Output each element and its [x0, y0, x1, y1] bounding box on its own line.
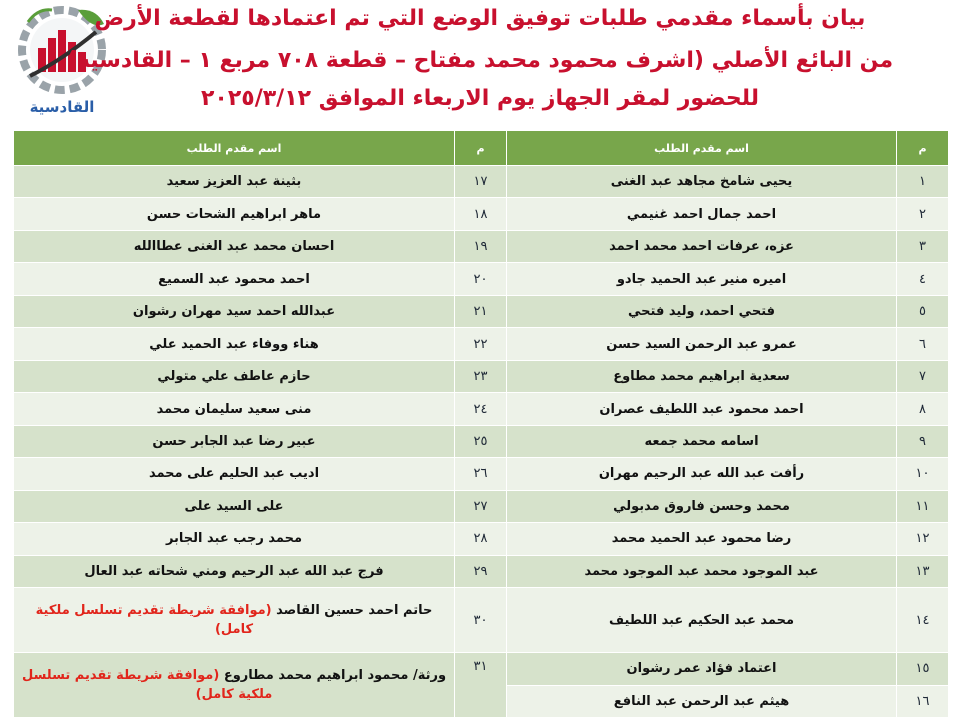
row-number: ٢٧ [455, 490, 507, 522]
header-num-right: م [897, 131, 949, 166]
row-number: ١٠ [897, 458, 949, 490]
row-number: ١٥ [897, 653, 949, 685]
row-number: ١٨ [455, 198, 507, 230]
row-number: ٣٠ [455, 588, 507, 653]
applicant-name: عبد الموجود محمد عبد الموجود محمد [507, 555, 897, 587]
applicant-name: هيثم عبد الرحمن عبد النافع [507, 685, 897, 718]
applicant-name: يحيى شامخ مجاهد عبد الغنى [507, 166, 897, 198]
header-name-right: اسم مقدم الطلب [507, 131, 897, 166]
row-number: ١٩ [455, 230, 507, 262]
applicant-name [14, 588, 455, 653]
row-number: ٨ [897, 393, 949, 425]
applicant-name: محمد عبد الحكيم عبد اللطيف [507, 588, 897, 653]
row-number: ٢٠ [455, 263, 507, 295]
row-number: ١٦ [897, 685, 949, 718]
row-number: ٢١ [455, 295, 507, 327]
applicant-name: اسامه محمد جمعه [507, 425, 897, 457]
table-row [14, 360, 949, 392]
row-number: ٢٣ [455, 360, 507, 392]
applicant-name: محمد وحسن فاروق مدبولي [507, 490, 897, 522]
table-row [14, 328, 949, 360]
table-row [14, 588, 949, 653]
applicant-name: اعتماد فؤاد عمر رشوان [507, 653, 897, 685]
applicant-name: على السيد على [14, 490, 455, 522]
table-row [14, 555, 949, 587]
applicant-name-text: ورثة/ محمود ابراهيم محمد مطاروع [223, 668, 447, 684]
row-number: ٢٦ [455, 458, 507, 490]
table-row [14, 263, 949, 295]
row-number: ٣١ [455, 653, 507, 718]
applicant-name: عزه، عرفات احمد محمد احمد [507, 230, 897, 262]
header-num-left: م [455, 131, 507, 166]
header-name-left: اسم مقدم الطلب [14, 131, 455, 166]
applicant-name: حازم عاطف علي متولي [14, 360, 455, 392]
row-number: ٤ [897, 263, 949, 295]
page-header [0, 0, 960, 122]
applicant-name: احمد جمال احمد غنيمي [507, 198, 897, 230]
row-number: ٢٤ [455, 393, 507, 425]
row-number: ٢٢ [455, 328, 507, 360]
applicant-name: رأفت عبد الله عبد الرحيم مهران [507, 458, 897, 490]
table-row [14, 425, 949, 457]
row-number: ٢٥ [455, 425, 507, 457]
applicant-name [14, 653, 455, 718]
row-number: ٣ [897, 230, 949, 262]
applicant-name: عبير رضا عبد الجابر حسن [14, 425, 455, 457]
table-row [14, 523, 949, 555]
applicant-name: بثينة عبد العزيز سعيد [14, 166, 455, 198]
applicant-name: اديب عبد الحليم على محمد [14, 458, 455, 490]
applicant-name: رضا محمود عبد الحميد محمد [507, 523, 897, 555]
approval-condition: (موافقة شريطة تقديم تسلسل ملكية كامل) [21, 668, 273, 703]
row-number: ١٣ [897, 555, 949, 587]
table-row [14, 295, 949, 327]
row-number: ١ [897, 166, 949, 198]
row-number: ١٢ [897, 523, 949, 555]
table-row [14, 198, 949, 230]
row-number: ٩ [897, 425, 949, 457]
applicant-name: فتحي احمد، وليد فتحي [507, 295, 897, 327]
applicant-name: سعدية ابراهيم محمد مطاوع [507, 360, 897, 392]
table-header-row [14, 131, 949, 166]
approval-condition: (موافقة شريطة تقديم تسلسل ملكية كامل) [35, 603, 272, 638]
row-number: ٧ [897, 360, 949, 392]
row-number: ١٧ [455, 166, 507, 198]
applicants-table-wrapper [13, 130, 948, 718]
applicant-name: اميره منير عبد الحميد جادو [507, 263, 897, 295]
table-row [14, 166, 949, 198]
row-number: ٥ [897, 295, 949, 327]
logo-caption: القادسية [29, 98, 95, 116]
row-number: ٢٩ [455, 555, 507, 587]
applicants-table [13, 130, 949, 718]
table-row [14, 230, 949, 262]
table-row [14, 393, 949, 425]
table-row [14, 490, 949, 522]
table-body [14, 166, 949, 718]
applicant-name-text: حاتم احمد حسين القاصد [276, 603, 433, 619]
applicant-name: محمد رجب عبد الجابر [14, 523, 455, 555]
applicant-name: ماهر ابراهيم الشحات حسن [14, 198, 455, 230]
applicant-name: عبدالله احمد سيد مهران رشوان [14, 295, 455, 327]
applicant-name: احسان محمد عبد الغنى عطاالله [14, 230, 455, 262]
title-line-3: للحضور لمقر الجهاز يوم الاربعاء الموافق ٢٠٢٥/٣/١٢ [201, 86, 759, 111]
applicant-name: فرج عبد الله عبد الرحيم ومني شحاته عبد العال [14, 555, 455, 587]
table-row [14, 653, 949, 685]
applicant-name: احمد محمود عبد اللطيف عصران [507, 393, 897, 425]
row-number: ٢ [897, 198, 949, 230]
title-line-1: بيان بأسماء مقدمي طلبات توفيق الوضع التي تم اعتمادها لقطعة الأرض [94, 6, 866, 31]
applicant-name: منى سعيد سليمان محمد [14, 393, 455, 425]
row-number: ٦ [897, 328, 949, 360]
title-line-2: من البائع الأصلي (اشرف محمود محمد مفتاح – قطعة ٧٠٨ مربع ١ – القادسية) [66, 48, 894, 73]
table-row [14, 458, 949, 490]
row-number: ٢٨ [455, 523, 507, 555]
row-number: ١١ [897, 490, 949, 522]
applicant-name: عمرو عبد الرحمن السيد حسن [507, 328, 897, 360]
applicant-name: احمد محمود عبد السميع [14, 263, 455, 295]
applicant-name: هناء ووفاء عبد الحميد علي [14, 328, 455, 360]
row-number: ١٤ [897, 588, 949, 653]
